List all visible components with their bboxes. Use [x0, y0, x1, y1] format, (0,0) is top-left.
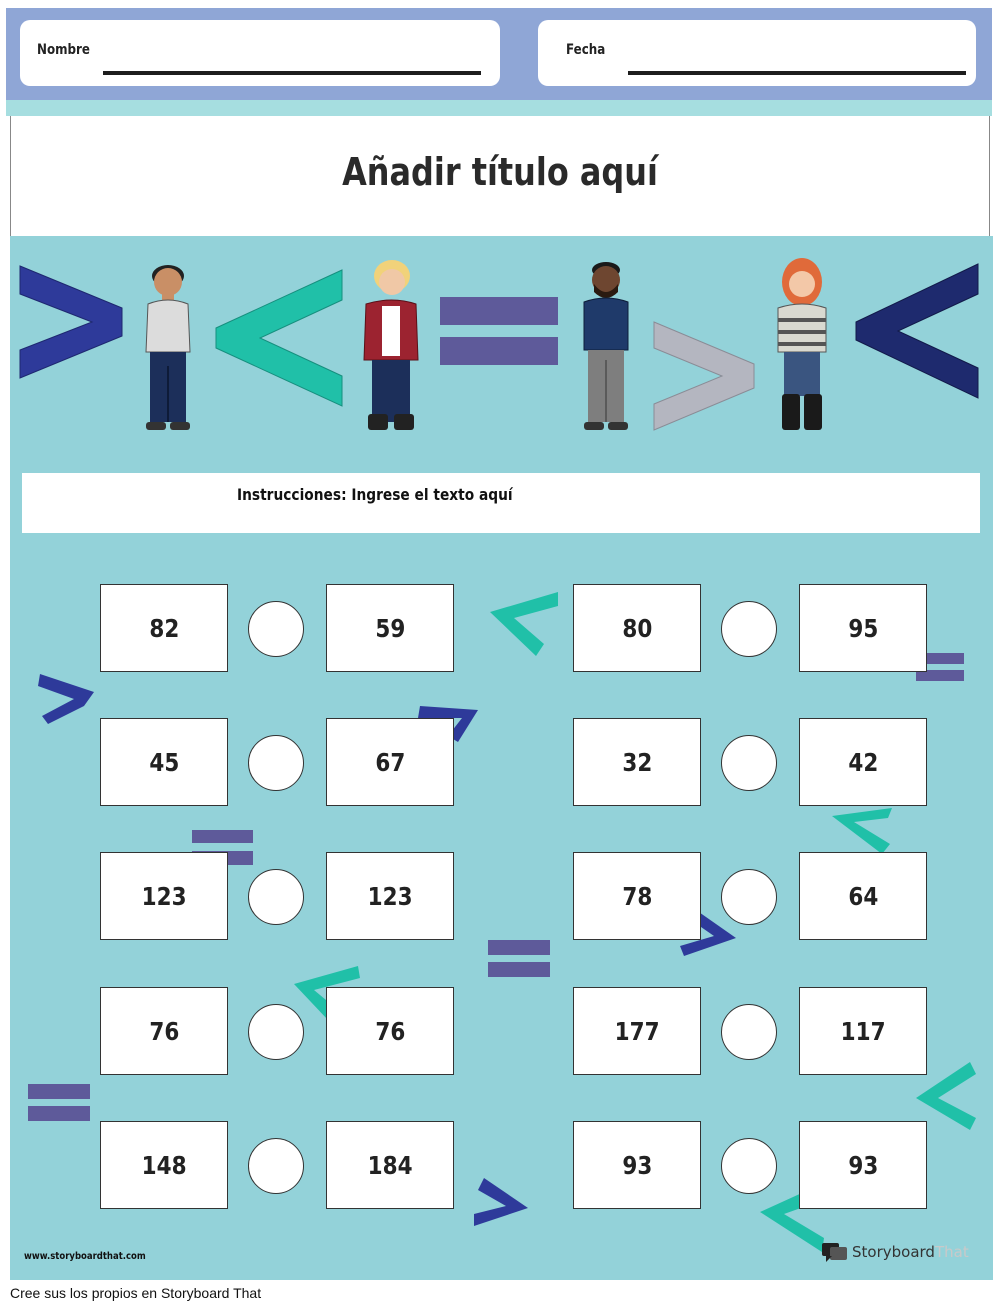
greater-than-symbol — [38, 672, 96, 726]
number-box-right-value: 123 — [367, 881, 413, 911]
page-title[interactable]: Añadir título aquí — [342, 150, 658, 194]
greater-than-symbol — [474, 1176, 530, 1228]
number-box-left — [100, 584, 228, 672]
brand-name-part1: Storyboard — [852, 1243, 935, 1261]
footer-text: Cree sus los propios en Storyboard That — [10, 1285, 262, 1301]
number-box-left-value: 123 — [141, 881, 187, 911]
number-box-right — [326, 852, 454, 940]
number-box-left — [100, 987, 228, 1075]
number-box-left-value: 82 — [149, 613, 179, 643]
brand-name-part2: That — [934, 1243, 969, 1261]
number-box-left — [573, 852, 701, 940]
answer-circle[interactable] — [248, 735, 304, 791]
name-input-line[interactable] — [103, 71, 481, 75]
equals-symbol — [28, 1084, 92, 1124]
storyboardthat-logo — [822, 1240, 969, 1264]
answer-circle[interactable] — [248, 869, 304, 925]
answer-circle[interactable] — [721, 869, 777, 925]
number-box-left — [573, 1121, 701, 1209]
answer-circle[interactable] — [248, 1004, 304, 1060]
number-box-right-value: 95 — [848, 613, 878, 643]
number-box-right-value: 64 — [848, 881, 878, 911]
date-field-box — [538, 20, 976, 86]
header-strip — [6, 100, 992, 116]
watermark-url: www.storyboardthat.com — [24, 1251, 146, 1262]
storyboardthat-logo-icon — [822, 1241, 848, 1263]
greater-than-symbol — [652, 320, 756, 432]
number-box-left — [573, 584, 701, 672]
number-box-right — [799, 987, 927, 1075]
number-box-left-value: 177 — [614, 1016, 660, 1046]
number-box-right-value: 76 — [375, 1016, 405, 1046]
number-box-left-value: 76 — [149, 1016, 179, 1046]
number-box-right-value: 42 — [848, 747, 878, 777]
number-box-left-value: 32 — [622, 747, 652, 777]
number-box-right — [326, 718, 454, 806]
less-than-symbol — [488, 590, 560, 658]
number-box-left — [573, 718, 701, 806]
number-box-right — [326, 987, 454, 1075]
answer-circle[interactable] — [248, 1138, 304, 1194]
title-area — [10, 116, 990, 236]
person-character — [580, 256, 632, 434]
number-box-right — [799, 584, 927, 672]
number-box-right — [326, 1121, 454, 1209]
date-label: Fecha — [566, 42, 606, 58]
number-box-right-value: 184 — [367, 1150, 413, 1180]
number-box-right — [799, 718, 927, 806]
number-box-left-value: 80 — [622, 613, 652, 643]
equals-symbol — [488, 940, 552, 980]
number-box-left — [100, 1121, 228, 1209]
instructions-box — [22, 473, 980, 533]
less-than-symbol — [854, 262, 980, 400]
answer-circle[interactable] — [721, 735, 777, 791]
answer-circle[interactable] — [721, 1138, 777, 1194]
name-field-box — [20, 20, 500, 86]
number-box-left-value: 45 — [149, 747, 179, 777]
number-box-left-value: 78 — [622, 881, 652, 911]
instructions-text[interactable]: Instrucciones: Ingrese el texto aquí — [237, 485, 513, 504]
greater-than-symbol — [18, 264, 124, 380]
answer-circle[interactable] — [248, 601, 304, 657]
number-box-left — [100, 852, 228, 940]
number-box-right — [799, 1121, 927, 1209]
less-than-symbol — [828, 804, 894, 856]
less-than-symbol — [214, 268, 344, 408]
number-box-right-value: 67 — [375, 747, 405, 777]
number-box-right — [326, 584, 454, 672]
number-box-left-value: 148 — [141, 1150, 187, 1180]
name-label: Nombre — [37, 42, 90, 58]
person-character — [360, 256, 420, 434]
date-input-line[interactable] — [628, 71, 966, 75]
number-box-left — [100, 718, 228, 806]
answer-circle[interactable] — [721, 601, 777, 657]
number-box-left-value: 93 — [622, 1150, 652, 1180]
answer-circle[interactable] — [721, 1004, 777, 1060]
number-box-right — [799, 852, 927, 940]
number-box-left — [573, 987, 701, 1075]
number-box-right-value: 59 — [375, 613, 405, 643]
number-box-right-value: 93 — [848, 1150, 878, 1180]
number-box-right-value: 117 — [840, 1016, 886, 1046]
equals-symbol — [438, 295, 560, 367]
person-character — [774, 256, 832, 434]
person-character — [140, 256, 196, 434]
